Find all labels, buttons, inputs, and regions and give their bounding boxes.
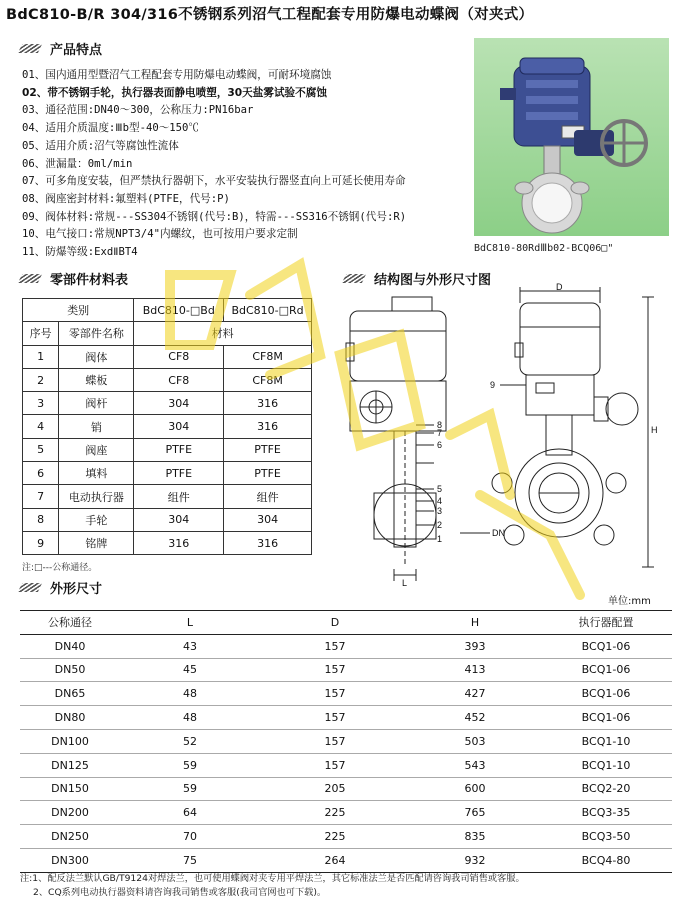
- section-mark-icon: [342, 274, 366, 283]
- table-row: DN200 64 225 765 BCQ3-35: [20, 801, 672, 825]
- section-dimensions-label: 外形尺寸: [50, 582, 103, 597]
- callout-2: 2: [437, 520, 443, 530]
- feature-item: 03、通径范围:DN40～300，公称压力:PN16bar: [22, 104, 254, 117]
- dim-label-dn: DN: [492, 528, 505, 538]
- callout-9: 9: [490, 380, 496, 390]
- table-row: DN300 75 264 932 BCQ4-80: [20, 848, 672, 872]
- callout-1: 1: [437, 534, 443, 544]
- header-material: 材料: [134, 322, 312, 345]
- feature-item: 04、适用介质温度:Ⅲb型-40～150℃: [22, 122, 200, 135]
- product-photo: [474, 38, 669, 236]
- col-header: H: [410, 611, 540, 635]
- feature-item: 02、带不锈钢手轮，执行器表面静电喷塑，30天盐雾试验不腐蚀: [22, 86, 327, 99]
- actuator-outline: [350, 311, 446, 381]
- unit-label: 单位:mm: [608, 596, 651, 607]
- feature-item: 01、国内通用型暨沼气工程配套专用防爆电动蝶阀，可耐环境腐蚀: [22, 69, 332, 81]
- section-features-heading: [20, 39, 102, 58]
- table-row: 9 铭牌 316 316: [23, 531, 312, 554]
- table-row: DN100 52 157 503 BCQ1-10: [20, 729, 672, 753]
- table-row: DN40 43 157 393 BCQ1-06: [20, 634, 672, 658]
- header-category: 类别: [23, 299, 134, 322]
- section-mark-icon: [18, 583, 42, 592]
- table-row: DN250 70 225 835 BCQ3-50: [20, 825, 672, 849]
- callout-4: 4: [437, 496, 443, 506]
- table-row: DN125 59 157 543 BCQ1-10: [20, 753, 672, 777]
- table-row: 6 填料 PTFE PTFE: [23, 462, 312, 485]
- callout-6: 6: [437, 440, 443, 450]
- feature-item: 11、防爆等级:ExdⅡBT4: [22, 246, 138, 259]
- parts-table-note: 注:□---公称通径。: [22, 563, 98, 573]
- feature-item: 09、阀体材料:常规---SS304不锈钢(代号:B)，特需---SS316不锈钢(代号:R): [22, 210, 407, 223]
- footnotes: [20, 872, 525, 900]
- section-structure-label: 结构图与外形尺寸图: [374, 273, 492, 288]
- dim-label-d: D: [556, 283, 563, 292]
- footnote-2: 2、CQ系列电动执行器资料请咨询我司销售或客服(我司官网也可下载)。: [33, 887, 327, 898]
- table-row: DN65 48 157 427 BCQ1-06: [20, 682, 672, 706]
- footnote-1: 注:1、配反法兰默认GB/T9124对焊法兰，也可使用蝶阀对夹专用平焊法兰，其它标准法兰是否匹配请咨询我司销售或客服。: [20, 873, 525, 884]
- page-title: BdC810-B/R 304/316不锈钢系列沼气工程配套专用防爆电动蝶阀（对夹式）: [6, 7, 534, 23]
- section-dimensions-heading: [20, 578, 102, 597]
- feature-item: 06、泄漏量：0ml/min: [22, 157, 133, 170]
- photo-caption: BdC810-80RdⅢb02-BCQ06□": [474, 243, 614, 254]
- table-row: DN150 59 205 600 BCQ2-20: [20, 777, 672, 801]
- feature-item: 10、电气接口:常规NPT3/4"内螺纹，也可按用户要求定制: [22, 228, 298, 241]
- dim-label-h: H: [651, 425, 658, 435]
- feature-item: 05、适用介质:沼气等腐蚀性流体: [22, 139, 179, 152]
- table-row: 8 手轮 304 304: [23, 508, 312, 531]
- header-model-r: BdC810-□Rd: [224, 299, 312, 322]
- header-part-name: 零部件名称: [59, 322, 134, 345]
- section-parts-label: 零部件材料表: [50, 273, 129, 288]
- callout-3: 3: [437, 506, 443, 516]
- col-header: D: [260, 611, 410, 635]
- table-row: 1 阀体 CF8 CF8M: [23, 345, 312, 368]
- features-list: [22, 67, 406, 262]
- table-row: 7 电动执行器 组件 组件: [23, 485, 312, 508]
- header-no: 序号: [23, 322, 59, 345]
- col-header: 执行器配置: [540, 611, 672, 635]
- table-row: 5 阀座 PTFE PTFE: [23, 438, 312, 461]
- col-header: 公称通径: [20, 611, 120, 635]
- table-row: DN80 48 157 452 BCQ1-06: [20, 706, 672, 730]
- electric-butterfly-valve-image: [474, 38, 669, 236]
- table-row: 3 阀杆 304 316: [23, 392, 312, 415]
- header-model-b: BdC810-□Bd: [134, 299, 224, 322]
- table-row: DN50 45 157 413 BCQ1-06: [20, 658, 672, 682]
- dimensions-table: [20, 610, 672, 873]
- parts-material-table: [22, 298, 312, 555]
- callout-7: 7: [437, 428, 443, 438]
- callout-8: 8: [437, 420, 443, 430]
- feature-item: 08、阀座密封材料:氟塑料(PTFE，代号:P): [22, 192, 230, 205]
- section-parts-heading: [20, 269, 128, 288]
- section-mark-icon: [18, 274, 42, 283]
- dim-label-l: L: [402, 578, 408, 588]
- section-mark-icon: [18, 44, 42, 53]
- col-header: L: [120, 611, 260, 635]
- structure-drawing: [330, 283, 675, 589]
- table-row: 4 销 304 316: [23, 415, 312, 438]
- callout-5: 5: [437, 484, 443, 494]
- section-features-label: 产品特点: [50, 43, 103, 58]
- table-row: 2 蝶板 CF8 CF8M: [23, 368, 312, 391]
- table-header-row: [20, 611, 672, 635]
- feature-item: 07、可多角度安装，但严禁执行器朝下，水平安装执行器竖直向上可延长使用寿命: [22, 175, 406, 188]
